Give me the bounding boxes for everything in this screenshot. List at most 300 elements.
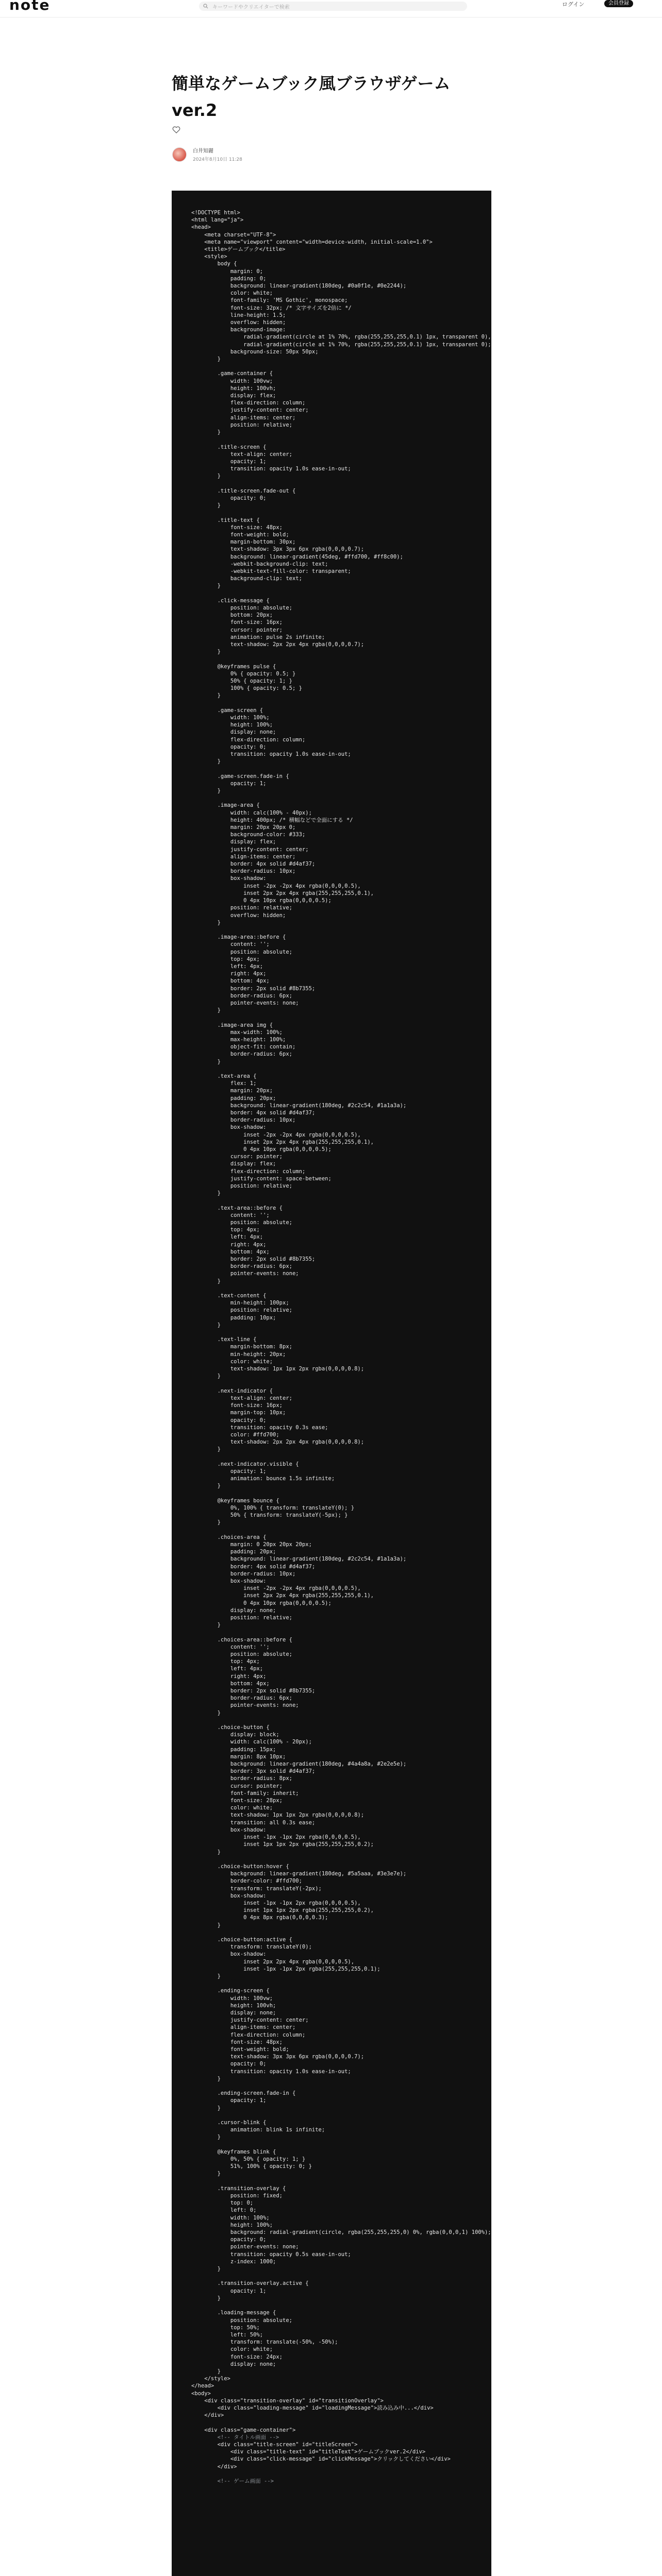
- code-line: [191, 2082, 485, 2090]
- code-line: inset -2px -2px 4px rgba(0,0,0,0.5),: [191, 1585, 361, 1592]
- code-line: [191, 2302, 485, 2309]
- code-line: border-color: #ffd700;: [191, 1878, 302, 1885]
- code-line: height: 100%;: [191, 722, 273, 728]
- code-line: <!DOCTYPE html>: [191, 210, 240, 216]
- code-line: }: [191, 1519, 221, 1526]
- code-line: }: [191, 2368, 221, 2375]
- code-line: [191, 2273, 485, 2280]
- code-line: }: [191, 1321, 221, 1328]
- code-line: [191, 1285, 485, 1292]
- code-line: [191, 926, 485, 934]
- code-line: [191, 590, 485, 597]
- code-line: box-shadow:: [191, 1892, 267, 1899]
- code-line: inset -1px -1px 2px rgba(0,0,0,0.5),: [191, 1834, 361, 1841]
- code-line: opacity: 1;: [191, 2097, 267, 2104]
- code-line: [191, 655, 485, 663]
- code-line: width: 100vw;: [191, 378, 273, 384]
- code-line: margin: 20px 20px 0;: [191, 824, 296, 831]
- code-line: background-size: 50px 50px;: [191, 348, 319, 355]
- code-line: display: none;: [191, 2361, 276, 2367]
- code-line: background: linear-gradient(180deg, #5a5aaa, #3e3e7e);: [191, 1871, 407, 1877]
- code-line: border-radius: 6px;: [191, 992, 292, 999]
- code-line: color: #ffd700;: [191, 1431, 279, 1438]
- code-line: box-shadow:: [191, 1124, 267, 1131]
- code-line: text-shadow: 3px 3px 6px rgba(0,0,0,0.7);: [191, 2054, 365, 2060]
- code-line: }: [191, 2105, 221, 2111]
- code-line: content: '';: [191, 1643, 270, 1650]
- code-line: flex-direction: column;: [191, 1168, 306, 1175]
- code-line: -webkit-background-clip: text;: [191, 561, 328, 567]
- code-line: background: linear-gradient(45deg, #ffd700, #ff8c00);: [191, 553, 403, 560]
- code-line: [191, 509, 485, 516]
- code-line: font-family: inherit;: [191, 1790, 299, 1797]
- code-line: }: [191, 1373, 221, 1380]
- code-line: <div class="title-screen" id="titleScreen">: [191, 2441, 358, 2448]
- code-line: color: white;: [191, 1805, 273, 1811]
- code-line: font-size: 48px;: [191, 524, 283, 531]
- code-line: border-radius: 10px;: [191, 1570, 296, 1577]
- code-line: position: absolute;: [191, 604, 292, 611]
- code-line: <style>: [191, 253, 227, 260]
- code-line: text-align: center;: [191, 451, 292, 457]
- code-line: <head>: [191, 224, 211, 231]
- code-line: border: 2px solid #8b7355;: [191, 985, 316, 992]
- code-line: body {: [191, 261, 237, 267]
- code-line: .choice-button:hover {: [191, 1863, 289, 1870]
- code-line: border-radius: 10px;: [191, 868, 296, 875]
- code-line: color: white;: [191, 290, 273, 297]
- search-placeholder: キーワードやクリエイターで検索: [212, 4, 290, 10]
- code-line: }: [191, 502, 221, 509]
- code-line: }: [191, 1007, 221, 1014]
- code-line: }: [191, 356, 221, 363]
- code-line: .transition-overlay.active {: [191, 2280, 309, 2287]
- code-line: font-size: 32px; /* 文字サイズを2倍に */: [191, 304, 352, 311]
- code-line: flex-direction: column;: [191, 2031, 306, 2038]
- code-line: opacity: 1;: [191, 2287, 267, 2294]
- code-line: transition: opacity 0.5s ease-in-out;: [191, 2251, 351, 2258]
- code-line: }: [191, 583, 221, 589]
- code-line: </div>: [191, 2463, 237, 2470]
- code-line: font-size: 16px;: [191, 619, 283, 626]
- code-line: content: '';: [191, 1212, 270, 1218]
- code-line: padding: 0;: [191, 275, 267, 282]
- code-line: <!-- ゲーム画面 -->: [191, 2478, 274, 2484]
- code-line: box-shadow:: [191, 1578, 267, 1584]
- code-line: bottom: 20px;: [191, 612, 273, 619]
- code-line: right: 4px;: [191, 1241, 267, 1248]
- code-line: <meta charset="UTF-8">: [191, 231, 276, 238]
- code-line: font-size: 28px;: [191, 1798, 283, 1804]
- code-line: .text-area::before {: [191, 1205, 283, 1211]
- code-line: transform: translateY(0);: [191, 1944, 312, 1951]
- code-line: left: 4px;: [191, 1666, 263, 1672]
- code-line: top: 4px;: [191, 1227, 260, 1233]
- author-meta: [193, 146, 242, 162]
- code-line: border: 2px solid #8b7355;: [191, 1256, 316, 1263]
- code-line: border: 4px solid #d4af37;: [191, 861, 316, 868]
- code-line: text-shadow: 1px 1px 2px rgba(0,0,0,0.8);: [191, 1812, 365, 1819]
- heart-icon[interactable]: [172, 126, 180, 134]
- code-line: padding: 20px;: [191, 1549, 276, 1555]
- code-line: border-radius: 6px;: [191, 1695, 292, 1702]
- code-line: cursor: pointer;: [191, 1783, 283, 1789]
- code-line: .text-content {: [191, 1293, 267, 1299]
- code-line: text-shadow: 2px 2px 4px rgba(0,0,0,0.8);: [191, 1439, 365, 1446]
- code-line: min-height: 100px;: [191, 1300, 289, 1307]
- note-logo[interactable]: note: [9, 0, 51, 13]
- code-line: [191, 1490, 485, 1497]
- code-line: <div class="game-container">: [191, 2427, 296, 2433]
- code-line: box-shadow:: [191, 875, 267, 882]
- code-line: margin: 0;: [191, 268, 263, 275]
- code-line: .image-area {: [191, 802, 260, 809]
- code-line: position: absolute;: [191, 948, 292, 955]
- code-line: height: 100vh;: [191, 385, 276, 392]
- signup-button[interactable]: 会員登録: [604, 0, 633, 7]
- code-line: .transition-overlay {: [191, 2185, 286, 2192]
- code-line: position: relative;: [191, 1615, 292, 1621]
- code-line: [191, 2141, 485, 2148]
- code-line: color: white;: [191, 2346, 273, 2353]
- code-line: opacity: 0;: [191, 743, 267, 750]
- code-line: [191, 794, 485, 802]
- code-line: .click-message {: [191, 597, 270, 604]
- author-block: [172, 146, 242, 162]
- code-line: .choice-button {: [191, 1724, 270, 1731]
- code-line: align-items: center;: [191, 2024, 296, 2031]
- code-line: opacity: 1;: [191, 780, 267, 787]
- code-line: 50% { opacity: 1; }: [191, 678, 292, 684]
- code-line: font-weight: bold;: [191, 2046, 289, 2053]
- code-line: border: 3px solid #d4af37;: [191, 1768, 316, 1775]
- code-line: transition: opacity 1.0s ease-in-out;: [191, 751, 351, 758]
- code-line: [191, 1856, 485, 1863]
- code-line: border: 4px solid #d4af37;: [191, 1109, 316, 1116]
- code-line: 0%, 100% { transform: translateY(0); }: [191, 1504, 355, 1511]
- code-line: min-height: 20px;: [191, 1351, 286, 1358]
- code-line: .next-indicator {: [191, 1387, 273, 1394]
- code-line: text-shadow: 3px 3px 6px rgba(0,0,0,0.7);: [191, 546, 365, 553]
- code-line: -webkit-text-fill-color: transparent;: [191, 568, 351, 574]
- code-line: 100% { opacity: 0.5; }: [191, 685, 302, 692]
- search-icon: [203, 4, 208, 9]
- code-line: height: 100%;: [191, 2222, 273, 2228]
- code-line: border: 4px solid #d4af37;: [191, 1563, 316, 1570]
- code-line: animation: pulse 2s infinite;: [191, 634, 325, 640]
- code-line: position: relative;: [191, 1183, 292, 1190]
- code-line: background: linear-gradient(180deg, #2c2c54, #1a1a3a);: [191, 1556, 407, 1563]
- code-line: max-width: 100%;: [191, 1029, 283, 1036]
- code-line: }: [191, 1622, 221, 1629]
- code-line: position: absolute;: [191, 1651, 292, 1658]
- code-line: .choices-area {: [191, 1534, 267, 1540]
- code-line: width: calc(100% - 40px);: [191, 809, 312, 816]
- code-line: .ending-screen {: [191, 1988, 270, 1994]
- title-line-2: ver.2: [172, 100, 218, 120]
- avatar[interactable]: [172, 147, 187, 162]
- code-line: [191, 1329, 485, 1336]
- code-line: }: [191, 2266, 221, 2273]
- code-line: margin: 8px 10px;: [191, 1753, 286, 1760]
- code-line: </div>: [191, 2412, 224, 2419]
- code-line: .text-area {: [191, 1073, 257, 1079]
- code-line: transition: opacity 0.3s ease;: [191, 1424, 328, 1431]
- code-line: opacity: 0;: [191, 495, 267, 501]
- code-line: padding: 15px;: [191, 1746, 276, 1753]
- code-line: .choice-button:active {: [191, 1936, 292, 1943]
- code-line: transition: all 0.3s ease;: [191, 1819, 316, 1826]
- code-line: }: [191, 1058, 221, 1065]
- author-name[interactable]: 白井知麗: [193, 148, 213, 154]
- code-line: [191, 363, 485, 370]
- code-line: }: [191, 1849, 221, 1855]
- code-line: <div class="loading-message" id="loadingMessage">読み込み中...</div>: [191, 2404, 434, 2411]
- code-line: opacity: 0;: [191, 2061, 267, 2067]
- code-line: }: [191, 1278, 221, 1284]
- code-line: .title-screen {: [191, 444, 267, 450]
- code-line: display: flex;: [191, 1161, 276, 1167]
- code-line: left: 0;: [191, 2207, 257, 2214]
- code-line: inset -1px -1px 2px rgba(0,0,0,0.5),: [191, 1900, 361, 1906]
- code-line: cursor: pointer;: [191, 626, 283, 633]
- code-line: pointer-events: none;: [191, 1270, 299, 1277]
- code-line: position: relative;: [191, 905, 292, 911]
- code-line: pointer-events: none;: [191, 2244, 299, 2250]
- code-line: <div class="title-text" id="titleText">ゲームブックver.2</div>: [191, 2449, 426, 2455]
- code-line: height: 100vh;: [191, 2002, 276, 2009]
- code-line: }: [191, 1190, 221, 1197]
- login-link[interactable]: ログイン: [562, 1, 585, 8]
- code-line: background-image:: [191, 327, 286, 333]
- code-line: font-size: 48px;: [191, 2039, 283, 2045]
- code-line: 50% { transform: translateY(-5px); }: [191, 1512, 348, 1519]
- site-header: [0, 0, 662, 18]
- code-line: display: block;: [191, 1732, 279, 1738]
- code-line: background: linear-gradient(180deg, #4a4a8a, #2e2e5e);: [191, 1761, 407, 1768]
- code-line: flex-direction: column;: [191, 736, 306, 743]
- code-line: font-size: 24px;: [191, 2353, 283, 2360]
- code-line: [191, 1527, 485, 1534]
- code-line: 0% { opacity: 0.5; }: [191, 670, 296, 677]
- code-line: height: 400px; /* 横幅などで全面にする */: [191, 817, 353, 823]
- code-line: [191, 765, 485, 772]
- code-line: [191, 1717, 485, 1724]
- code-line: inset -2px -2px 4px rgba(0,0,0,0.5),: [191, 883, 361, 889]
- code-line: padding: 20px;: [191, 1095, 276, 1101]
- code-line: [191, 1929, 485, 1936]
- code-line: z-index: 1000;: [191, 2258, 276, 2265]
- code-line: }: [191, 1446, 221, 1453]
- code-line: }: [191, 473, 221, 480]
- code-line: inset 1px 1px 2px rgba(255,255,255,0.2),: [191, 1907, 374, 1914]
- code-line: .title-screen.fade-out {: [191, 487, 296, 494]
- code-line: opacity: 1;: [191, 458, 267, 465]
- code-line: }: [191, 1922, 221, 1928]
- code-line: border-radius: 8px;: [191, 1775, 292, 1782]
- code-line: .game-screen {: [191, 707, 263, 714]
- code-line: }: [191, 2171, 221, 2177]
- code-line: display: none;: [191, 1607, 276, 1614]
- code-line: }: [191, 1483, 221, 1489]
- code-line: inset 2px 2px 4px rgba(255,255,255,0.1),: [191, 1592, 374, 1599]
- code-line: 0 4px 10px rgba(0,0,0,0.5);: [191, 897, 332, 904]
- code-line: <body>: [191, 2390, 211, 2397]
- code-line: .choices-area::before {: [191, 1636, 292, 1643]
- code-line: [191, 1197, 485, 1204]
- code-line: }: [191, 692, 221, 699]
- code-line: width: calc(100% - 20px);: [191, 1739, 312, 1745]
- code-line: border: 2px solid #8b7355;: [191, 1688, 316, 1694]
- code-line: top: 4px;: [191, 956, 260, 962]
- code-line: [191, 1014, 485, 1021]
- code-line: top: 50%;: [191, 2324, 260, 2331]
- code-line: display: flex;: [191, 839, 276, 845]
- code-line: <!-- タイトル画面 -->: [191, 2434, 279, 2441]
- code-line: justify-content: center;: [191, 407, 309, 414]
- code-line: <meta name="viewport" content="width=device-width, initial-scale=1.0">: [191, 239, 433, 245]
- code-line: inset 1px 1px 2px rgba(255,255,255,0.2);: [191, 1841, 374, 1848]
- code-line: width: 100vw;: [191, 1995, 273, 2002]
- code-line: @keyframes bounce {: [191, 1497, 279, 1504]
- code-line: object-fit: contain;: [191, 1044, 296, 1050]
- code-line: .image-area img {: [191, 1022, 273, 1028]
- code-line: padding: 10px;: [191, 1314, 276, 1321]
- code-line: radial-gradient(circle at 1% 70%, rgba(255,255,255,0.1) 1px, transparent 0),: [191, 334, 491, 341]
- code-line: pointer-events: none;: [191, 999, 299, 1006]
- code-line: @keyframes pulse {: [191, 663, 276, 670]
- code-line: overflow: hidden;: [191, 912, 286, 919]
- code-line: }: [191, 788, 221, 794]
- code-line: <title>ゲームブック</title>: [191, 246, 286, 253]
- code-line: 0 4px 10px rgba(0,0,0,0.5);: [191, 1146, 332, 1153]
- code-line: inset -1px -1px 2px rgba(255,255,255,0.1);: [191, 1965, 380, 1972]
- code-line: 0 4px 10px rgba(0,0,0,0.5);: [191, 1600, 332, 1606]
- code-line: align-items: center;: [191, 853, 296, 860]
- code-line: left: 4px;: [191, 963, 263, 970]
- code-line: content: '';: [191, 941, 270, 948]
- code-line: font-family: 'MS Gothic', monospace;: [191, 297, 348, 304]
- code-line: cursor: pointer;: [191, 1154, 283, 1160]
- code-line: @keyframes blink {: [191, 2148, 276, 2155]
- code-line: color: white;: [191, 1358, 273, 1365]
- code-line: margin: 20px;: [191, 1088, 273, 1094]
- code-line: 51%, 100% { opacity: 0; }: [191, 2163, 312, 2170]
- code-line: left: 4px;: [191, 1234, 263, 1241]
- code-line: 0%, 50% { opacity: 1; }: [191, 2156, 306, 2163]
- publish-date: 2024年8月10日 11:28: [193, 157, 242, 162]
- code-line: background-clip: text;: [191, 575, 302, 582]
- code-line: flex: 1;: [191, 1080, 257, 1087]
- code-line: width: 100%;: [191, 715, 270, 721]
- code-line: box-shadow:: [191, 1826, 267, 1833]
- code-line: }: [191, 429, 221, 436]
- code-line: position: fixed;: [191, 2193, 283, 2199]
- code-line: align-items: center;: [191, 414, 296, 421]
- code-line: line-height: 1.5;: [191, 312, 286, 318]
- code-line: margin-top: 10px;: [191, 1410, 286, 1416]
- code-line: font-size: 16px;: [191, 1402, 283, 1409]
- code-line: }: [191, 2295, 221, 2301]
- code-line: background: linear-gradient(180deg, #0a0f1e, #0e2244);: [191, 283, 407, 290]
- code-line: </style>: [191, 2376, 230, 2382]
- code-line: }: [191, 919, 221, 926]
- code-line: text-shadow: 1px 1px 2px rgba(0,0,0,0.8);: [191, 1366, 365, 1372]
- code-line: animation: blink 1s infinite;: [191, 2127, 325, 2133]
- code-line: position: relative;: [191, 421, 292, 428]
- code-line: right: 4px;: [191, 1673, 267, 1680]
- code-line: top: 4px;: [191, 1658, 260, 1665]
- code-line: 0 4px 8px rgba(0,0,0,0.3);: [191, 1914, 328, 1921]
- code-line: .text-line {: [191, 1336, 257, 1343]
- code-line: position: absolute;: [191, 1219, 292, 1226]
- code-line: position: absolute;: [191, 2317, 292, 2324]
- code-line: flex-direction: column;: [191, 400, 306, 406]
- code-line: text-align: center;: [191, 1395, 292, 1401]
- code-line: display: flex;: [191, 393, 276, 399]
- code-line: [191, 436, 485, 443]
- code-line: margin-bottom: 30px;: [191, 539, 296, 546]
- code-line: </head>: [191, 2383, 214, 2389]
- code-line: transition: opacity 1.0s ease-in-out;: [191, 2068, 351, 2075]
- code-line: }: [191, 2075, 221, 2082]
- code-line: .game-container {: [191, 370, 273, 377]
- code-line: opacity: 1;: [191, 1468, 267, 1475]
- code-line: [191, 700, 485, 707]
- code-line: <div class="transition-overlay" id="transitionOverlay">: [191, 2397, 384, 2404]
- code-line: right: 4px;: [191, 971, 267, 977]
- code-line: bottom: 4px;: [191, 1248, 270, 1255]
- code-line: [191, 1065, 485, 1073]
- code-line: transition: opacity 1.0s ease-in-out;: [191, 466, 351, 472]
- code-line: bottom: 4px;: [191, 978, 270, 985]
- code-line: }: [191, 1973, 221, 1979]
- code-line: text-shadow: 2px 2px 4px rgba(0,0,0,0.7);: [191, 641, 365, 648]
- code-line: animation: bounce 1.5s infinite;: [191, 1476, 335, 1482]
- code-line: inset 2px 2px 4px rgba(255,255,255,0.1),: [191, 1139, 374, 1145]
- code-line: justify-content: center;: [191, 2017, 309, 2024]
- code-line: top: 0;: [191, 2200, 254, 2207]
- code-line: justify-content: center;: [191, 846, 309, 853]
- code-line: position: relative;: [191, 1307, 292, 1314]
- code-line: [191, 1980, 485, 1987]
- code-line: background: linear-gradient(180deg, #2c2c54, #1a1a3a);: [191, 1102, 407, 1109]
- code-line: .ending-screen.fade-in {: [191, 2090, 296, 2097]
- code-line: [191, 1453, 485, 1461]
- code-line: <div class="click-message" id="clickMessage">クリックしてください</div>: [191, 2456, 451, 2463]
- code-line: max-height: 100%;: [191, 1036, 286, 1043]
- code-line: }: [191, 758, 221, 765]
- code-line: transform: translate(-50%, -50%);: [191, 2339, 338, 2346]
- code-line: [191, 1380, 485, 1387]
- code-line: [191, 1629, 485, 1636]
- code-line: box-shadow:: [191, 1951, 267, 1958]
- code-line: inset 2px 2px 4px rgba(0,0,0,0.5),: [191, 1958, 355, 1965]
- search-input[interactable]: [199, 2, 467, 11]
- code-line: }: [191, 2134, 221, 2141]
- code-line: margin-bottom: 8px;: [191, 1344, 292, 1350]
- title-line-1: 簡単なゲームブック風ブラウザゲーム: [172, 74, 451, 93]
- code-line: display: none;: [191, 2009, 276, 2016]
- code-line: opacity: 0;: [191, 1417, 267, 1423]
- code-line: border-radius: 6px;: [191, 1051, 292, 1058]
- code-line: bottom: 4px;: [191, 1680, 270, 1687]
- code-line: border-radius: 10px;: [191, 1117, 296, 1124]
- article-title: [172, 70, 491, 124]
- code-line: background: radial-gradient(circle, rgba(255,255,255,0) 0%, rgba(0,0,0,1) 100%);: [191, 2229, 491, 2236]
- code-line: <html lang="ja">: [191, 217, 244, 224]
- code-line: .next-indicator.visible {: [191, 1461, 299, 1467]
